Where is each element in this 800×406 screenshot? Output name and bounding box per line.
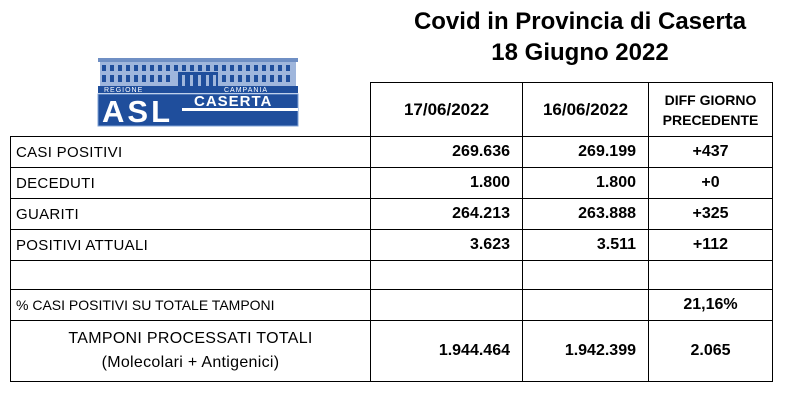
row-diff: +0 [649,168,773,199]
row-diff: 2.065 [649,321,773,382]
table-row-percentuale [11,290,773,321]
row-value-2: 263.888 [523,199,649,230]
table-row-casi-positivi [11,137,773,168]
row-value-1: 1.944.464 [371,321,523,382]
header-diff-line-2: PRECEDENTE [662,111,759,128]
empty-cell [523,290,649,321]
empty-cell [523,261,649,290]
row-value-2: 3.511 [523,230,649,261]
row-label: CASI POSITIVI [11,137,371,168]
title-date: 18 Giugno 2022 [491,39,669,66]
empty-cell [371,290,523,321]
logo-asl-text: ASL [102,94,173,128]
table-row-positivi-attuali [11,230,773,261]
row-diff: +112 [649,230,773,261]
header-date-1: 17/06/2022 [371,83,523,137]
table-row-deceduti [11,168,773,199]
page-title [360,6,800,68]
header-diff-line-1: DIFF GIORNO [664,91,757,108]
row-diff: 21,16% [649,290,773,321]
row-value-2: 269.199 [523,137,649,168]
empty-cell [649,261,773,290]
table-row-empty [11,261,773,290]
header-diff [649,83,773,137]
row-label-tamponi [11,321,371,382]
covid-data-table [10,82,773,382]
row-value-1: 264.213 [371,199,523,230]
table-row-tamponi [11,321,773,382]
table-header-row [11,83,773,137]
row-diff: +437 [649,137,773,168]
header-empty-cell [11,83,371,137]
logo-campania-text: CAMPANIA [224,87,269,94]
row-value-1: 3.623 [371,230,523,261]
row-value-2: 1.800 [523,168,649,199]
row-value-2: 1.942.399 [523,321,649,382]
row-value-1: 269.636 [371,137,523,168]
row-label: % CASI POSITIVI SU TOTALE TAMPONI [11,290,371,321]
row-diff: +325 [649,199,773,230]
empty-cell [371,261,523,290]
title-line-1: Covid in Provincia di Caserta [413,8,747,35]
row-value-1: 1.800 [371,168,523,199]
logo-regione-text: REGIONE [104,87,144,94]
empty-cell [11,261,371,290]
row-label: POSITIVI ATTUALI [11,230,371,261]
row-label-line-1: TAMPONI PROCESSATI TOTALI [68,330,313,347]
row-label-line-2: (Molecolari + Antigenici) [101,354,280,371]
row-label: GUARITI [11,199,371,230]
table-row-guariti [11,199,773,230]
logo-caserta-text: CASERTA [194,93,273,110]
row-label: DECEDUTI [11,168,371,199]
header-date-2: 16/06/2022 [523,83,649,137]
